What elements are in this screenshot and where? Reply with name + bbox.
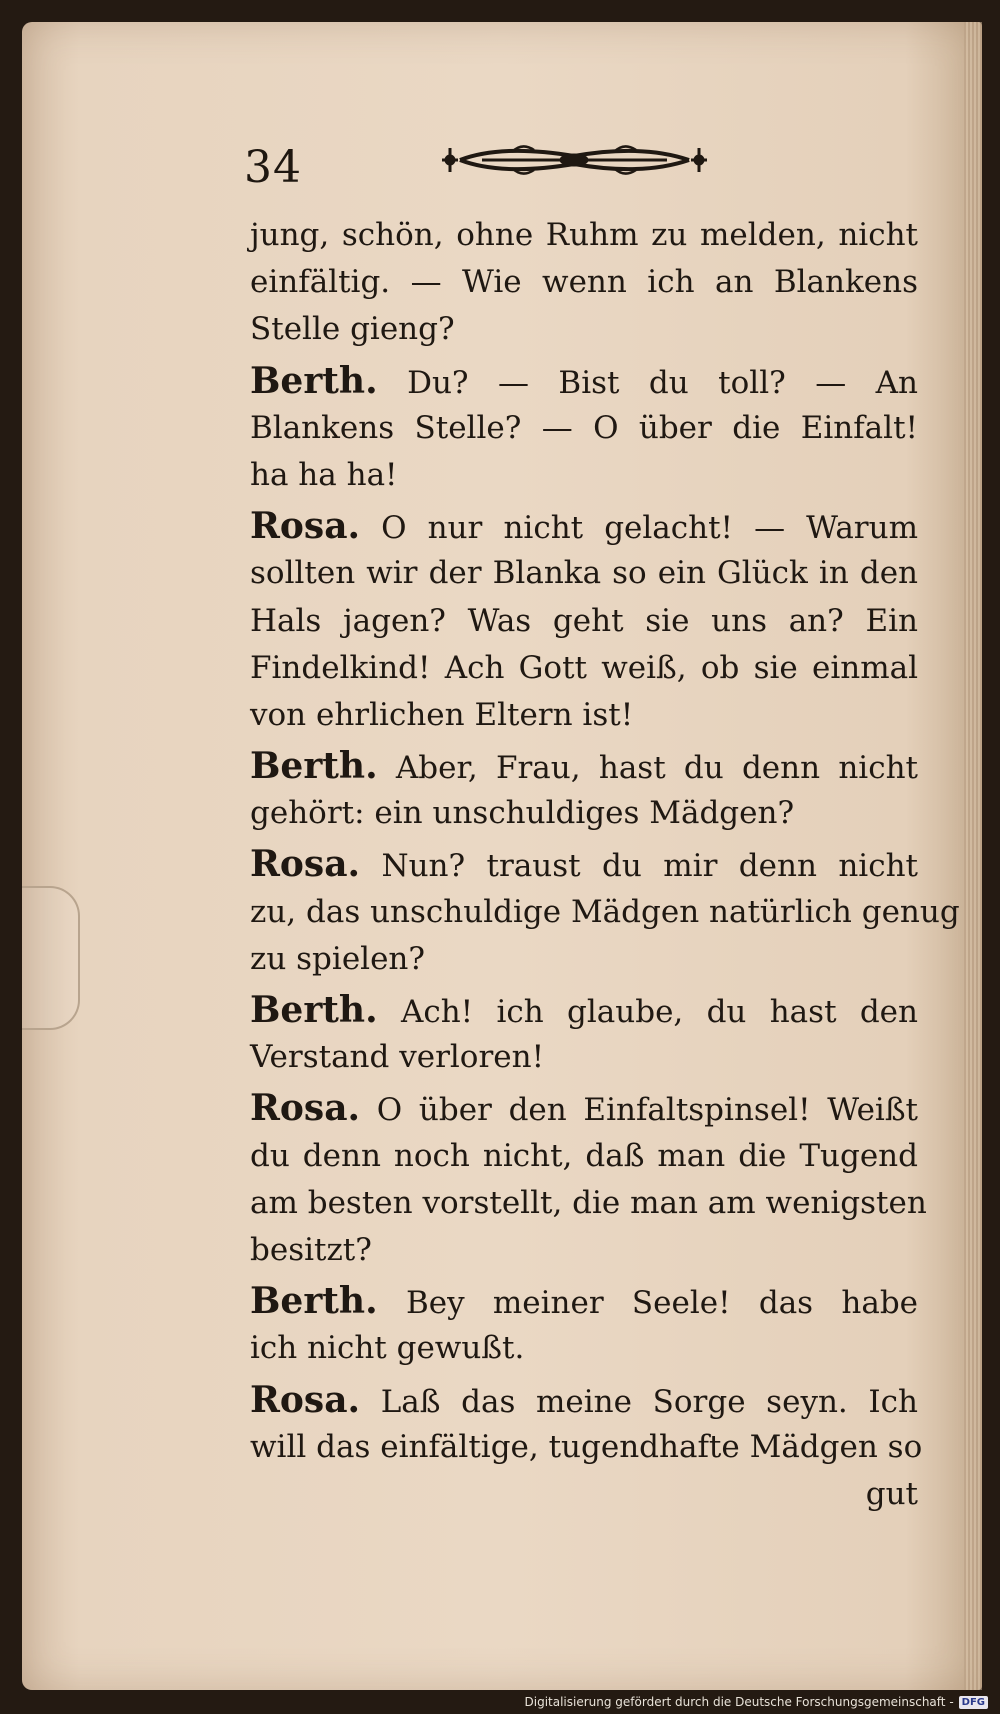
footer-text: Digitalisierung gefördert durch die Deutsche Forschungsgemeinschaft - — [524, 1695, 954, 1709]
text-line — [250, 1278, 918, 1325]
line-text: Laß das meine Sorge seyn. Ich — [380, 1383, 918, 1420]
speaker-name: Rosa. — [250, 1087, 361, 1130]
line-text: gehört: ein unschuldiges Mädgen? — [250, 795, 795, 832]
footer — [525, 1693, 989, 1711]
speaker-name: Berth. — [250, 745, 378, 788]
line-text: von ehrlichen Eltern ist! — [250, 696, 634, 733]
line-text: will das einfältige, tugendhafte Mädgen so — [250, 1428, 923, 1465]
line-text: Blankens Stelle? — O über die Einfalt! — [250, 409, 918, 446]
text-line — [250, 743, 918, 790]
text-line — [250, 550, 918, 597]
text-line — [250, 1180, 927, 1227]
text-line — [250, 1085, 918, 1132]
text-line — [250, 1034, 918, 1081]
text-line — [250, 452, 918, 499]
text-line — [250, 1377, 918, 1424]
line-text: du denn noch nicht, daß man die Tugend — [250, 1137, 918, 1174]
text-line — [250, 645, 918, 692]
page-edge — [964, 22, 982, 1690]
text-line — [250, 598, 918, 645]
line-text: besitzt? — [250, 1231, 372, 1268]
line-text: Findelkind! Ach Gott weiß, ob sie einmal — [250, 649, 918, 686]
line-text: Aber, Frau, hast du denn nicht — [395, 750, 918, 787]
text-line — [250, 259, 918, 306]
line-text: jung, schön, ohne Ruhm zu melden, nicht — [250, 217, 918, 253]
line-text: ich nicht gewußt. — [250, 1330, 525, 1367]
line-text: Verstand verloren! — [250, 1039, 545, 1076]
line-text: ha ha ha! — [250, 456, 398, 493]
text-line — [250, 1471, 918, 1518]
book-page — [22, 22, 982, 1690]
text-line — [250, 405, 918, 452]
line-text: Du? — Bist du toll? — An — [407, 364, 919, 401]
line-text: zu spielen? — [250, 940, 426, 977]
text-line — [250, 503, 918, 550]
text-line — [250, 936, 918, 983]
text-line — [250, 889, 960, 936]
text-line — [250, 987, 918, 1034]
dfg-logo: DFG — [959, 1696, 988, 1709]
ornament-icon — [442, 138, 707, 182]
text-line — [250, 358, 918, 405]
line-text: einfältig. — Wie wenn ich an Blankens — [250, 264, 918, 301]
line-text: Bey meiner Seele! das habe — [405, 1285, 919, 1322]
text-line — [250, 1325, 918, 1372]
text-line — [250, 841, 918, 888]
speaker-name: Rosa. — [250, 505, 361, 548]
line-text: am besten vorstellt, die man am wenigsten — [250, 1184, 927, 1221]
speaker-name: Rosa. — [250, 843, 361, 886]
line-text: O nur nicht gelacht! — Warum — [381, 510, 918, 547]
speaker-name: Berth. — [250, 1280, 378, 1323]
text-line — [250, 692, 918, 739]
page-text — [250, 212, 960, 1518]
speaker-name: Berth. — [250, 359, 378, 402]
line-text: zu, das unschuldige Mädgen natürlich genug — [250, 893, 960, 930]
line-text: Nun? traust du mir denn nicht — [381, 848, 918, 885]
line-text: gut — [865, 1475, 918, 1512]
line-text: Ach! ich glaube, du hast den — [400, 994, 918, 1030]
line-text: Stelle gieng? — [250, 311, 455, 348]
text-line — [250, 1424, 923, 1471]
text-line — [250, 1133, 918, 1180]
text-line — [250, 790, 918, 837]
speaker-name: Berth. — [250, 989, 378, 1031]
text-line — [250, 1227, 918, 1274]
speaker-name: Rosa. — [250, 1378, 361, 1421]
text-line — [250, 306, 918, 353]
line-text: sollten wir der Blanka so ein Glück in den — [250, 555, 918, 592]
text-line — [250, 212, 918, 259]
line-text: Hals jagen? Was geht sie uns an? Ein — [250, 602, 918, 639]
page-tab-shadow — [22, 886, 80, 1030]
page-number: 34 — [244, 142, 302, 193]
line-text: O über den Einfaltspinsel! Weißt — [376, 1092, 918, 1129]
